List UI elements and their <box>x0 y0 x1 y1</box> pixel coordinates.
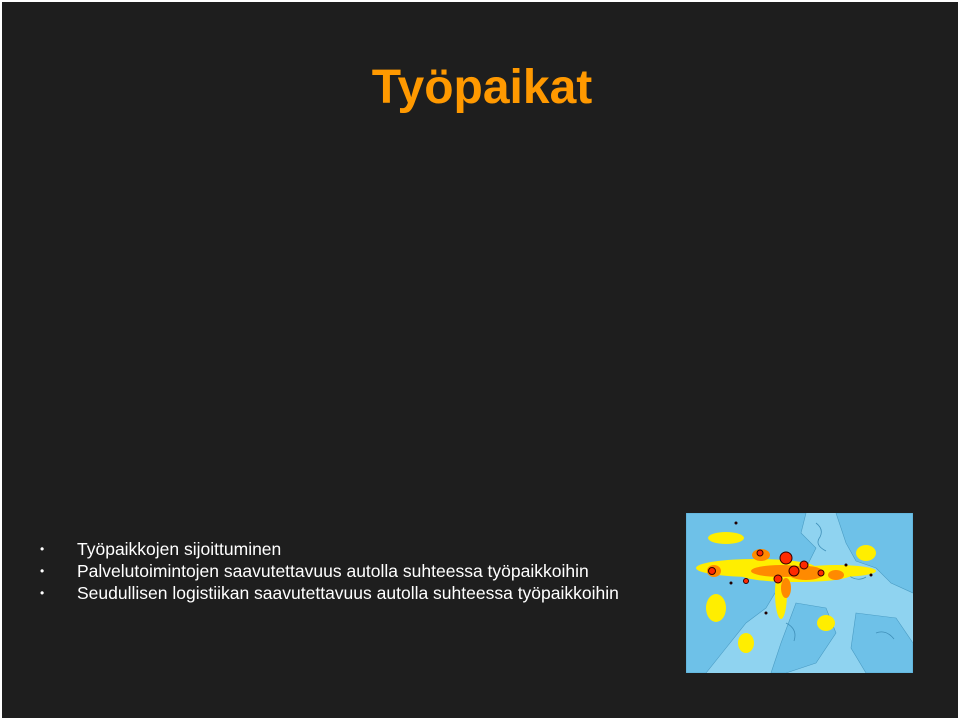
bullet-text: Seudullisen logistiikan saavutettavuus autolla suhteessa työpaikkoihin <box>77 583 619 603</box>
slide <box>2 2 958 718</box>
bullet-icon: • <box>40 542 45 556</box>
accessibility-map-image <box>686 513 913 673</box>
bullet-text: Palvelutoimintojen saavutettavuus autolla suhteessa työpaikkoihin <box>77 561 589 581</box>
bullet-icon: • <box>40 564 45 578</box>
bullet-icon: • <box>40 586 45 600</box>
bullet-item <box>40 583 640 603</box>
slide-title: Työpaikat <box>371 61 593 114</box>
bullet-text: Työpaikkojen sijoittuminen <box>77 539 282 559</box>
bullet-item <box>40 561 640 581</box>
bullet-list <box>40 539 640 605</box>
bullet-item <box>40 539 640 559</box>
heatmap-icon <box>686 513 913 673</box>
